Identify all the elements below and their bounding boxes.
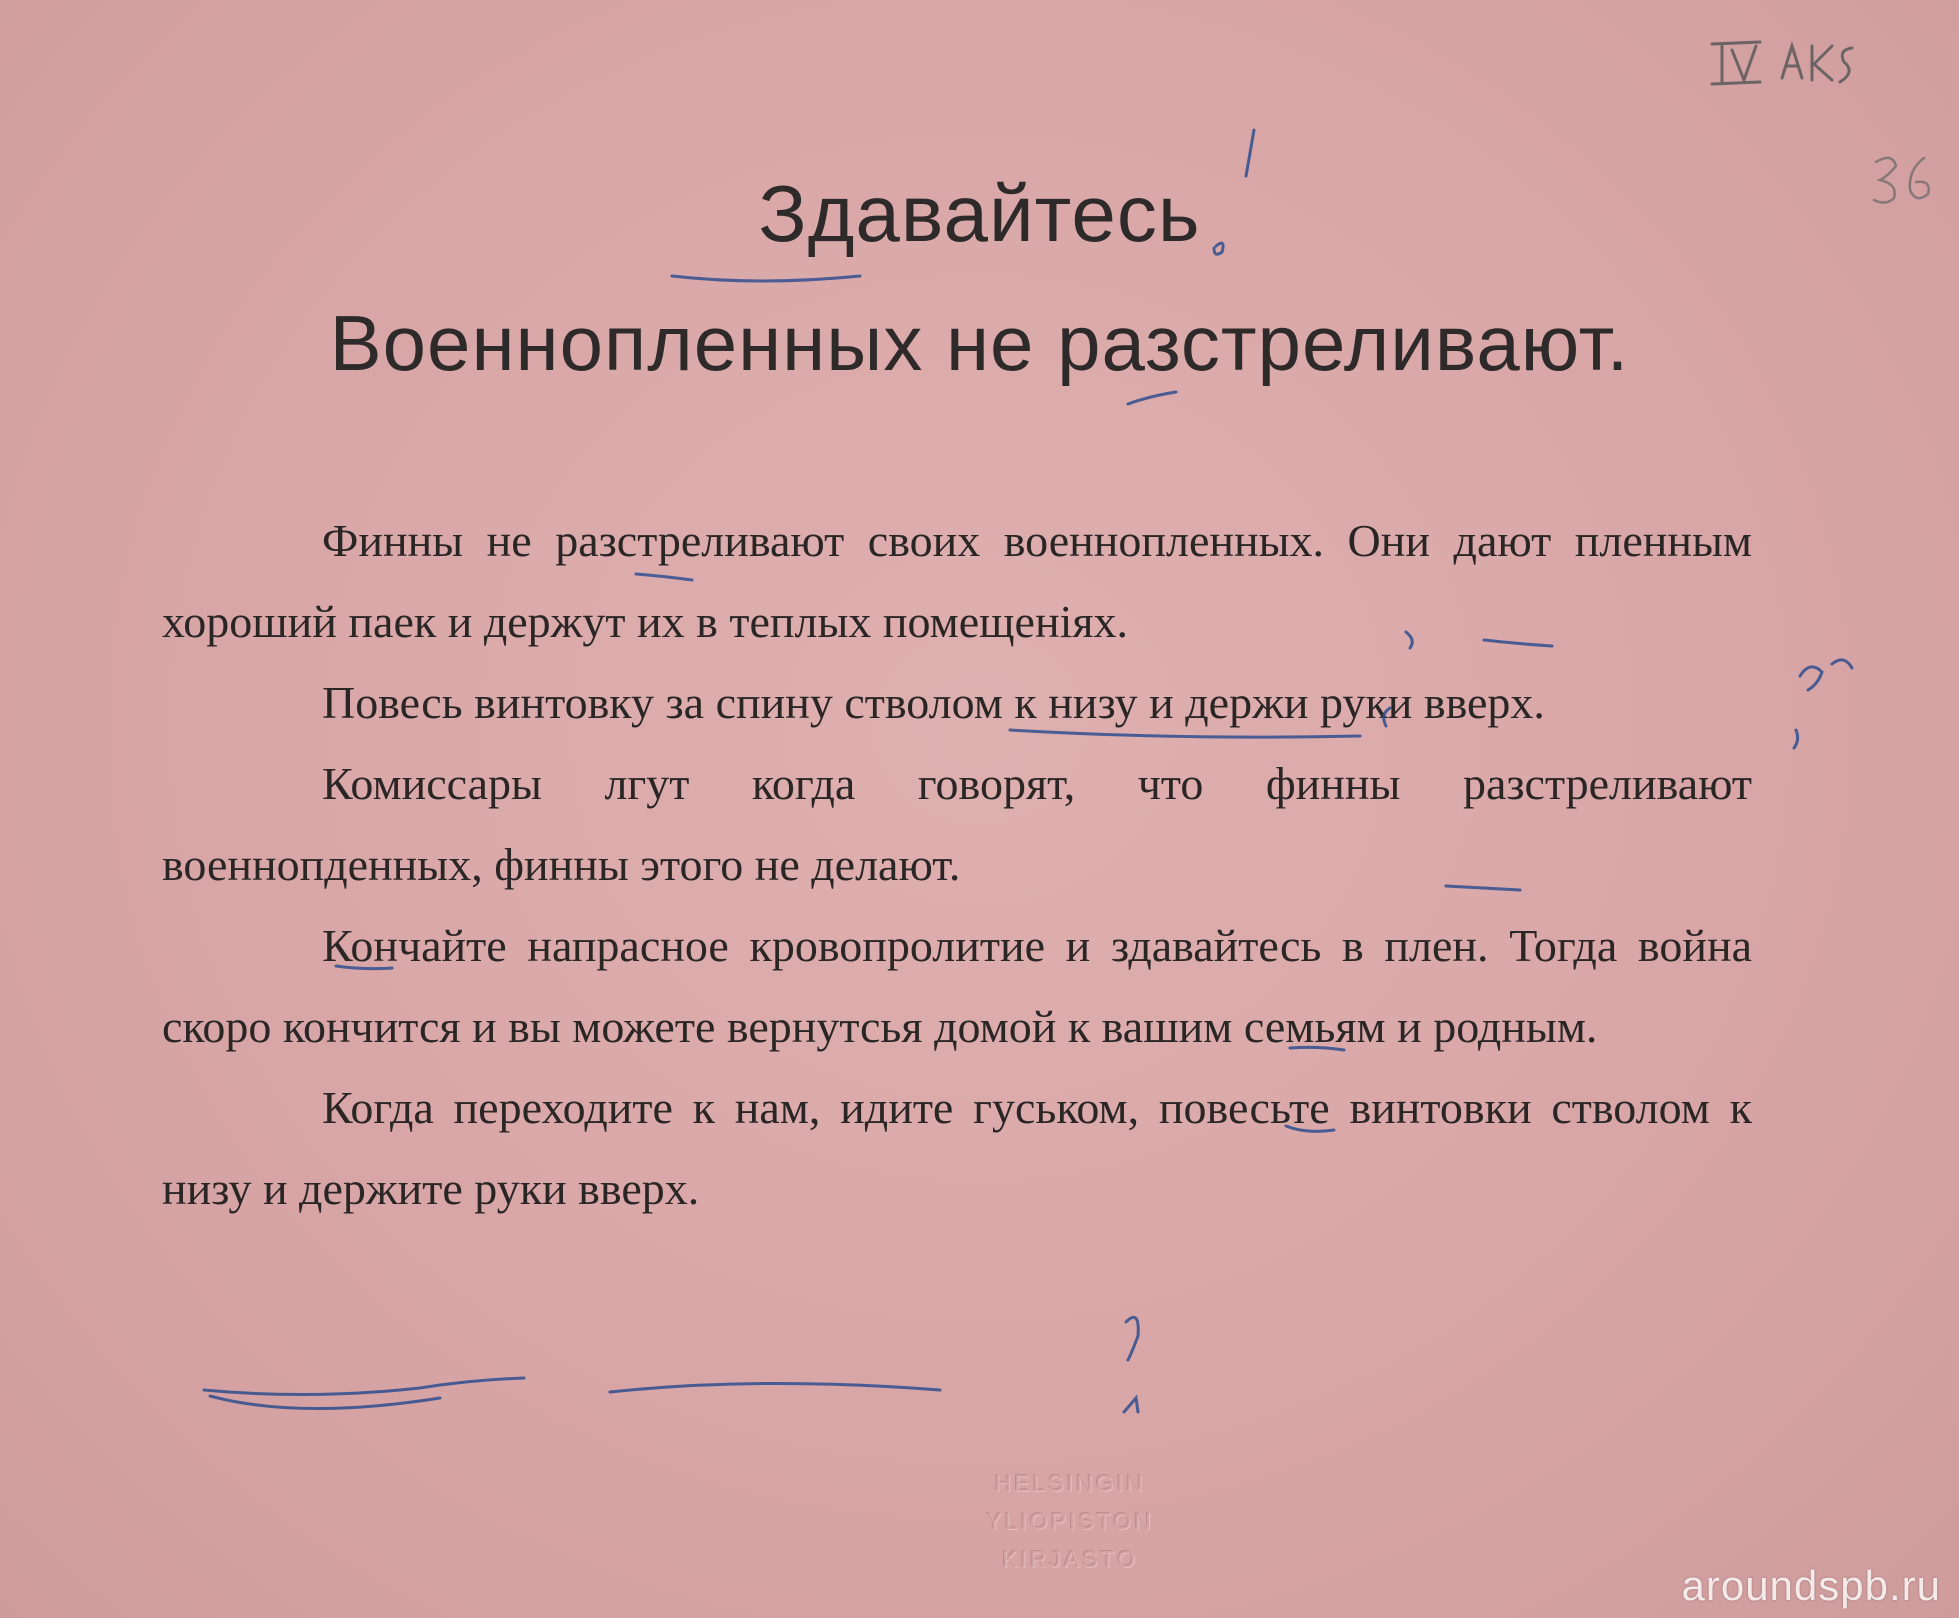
paragraph-5: Когда переходите к нам, идите гуськом, повесьте винтовки стволом к низу и держите руки вверх. bbox=[162, 1082, 1752, 1214]
archive-number-handwriting bbox=[1874, 158, 1929, 203]
stamp-line: YLIOPISTON bbox=[986, 1508, 1154, 1534]
stamp-line: KIRJASTO bbox=[1001, 1546, 1139, 1572]
paragraph-3: Комиссары лгут когда говорят, что финны разстреливают военнопденных, финны этого не делают. bbox=[162, 758, 1752, 890]
paragraph-2: Повесь винтовку за спину стволом к низу и держи руки вверх. bbox=[322, 677, 1545, 728]
headline-surrender: Здавайтесь bbox=[758, 169, 1201, 258]
paragraph-1: Финны не разстреливают своих военнопленных. Они дают пленным хороший паек и держут их в теплых помещеніях. bbox=[162, 515, 1752, 647]
headline-prisoners-not-shot: Военнопленных не разстреливают. bbox=[329, 299, 1630, 387]
shelf-mark-handwriting bbox=[1712, 42, 1852, 84]
stamp-line: HELSINGIN bbox=[994, 1470, 1146, 1496]
watermark: aroundspb.ru bbox=[1681, 1562, 1941, 1609]
paragraph-4: Кончайте напрасное кровопролитие и здавайтесь в плен. Тогда война скоро кончится и вы можете вернутсья домой к вашим семьям и родным. bbox=[162, 920, 1752, 1052]
